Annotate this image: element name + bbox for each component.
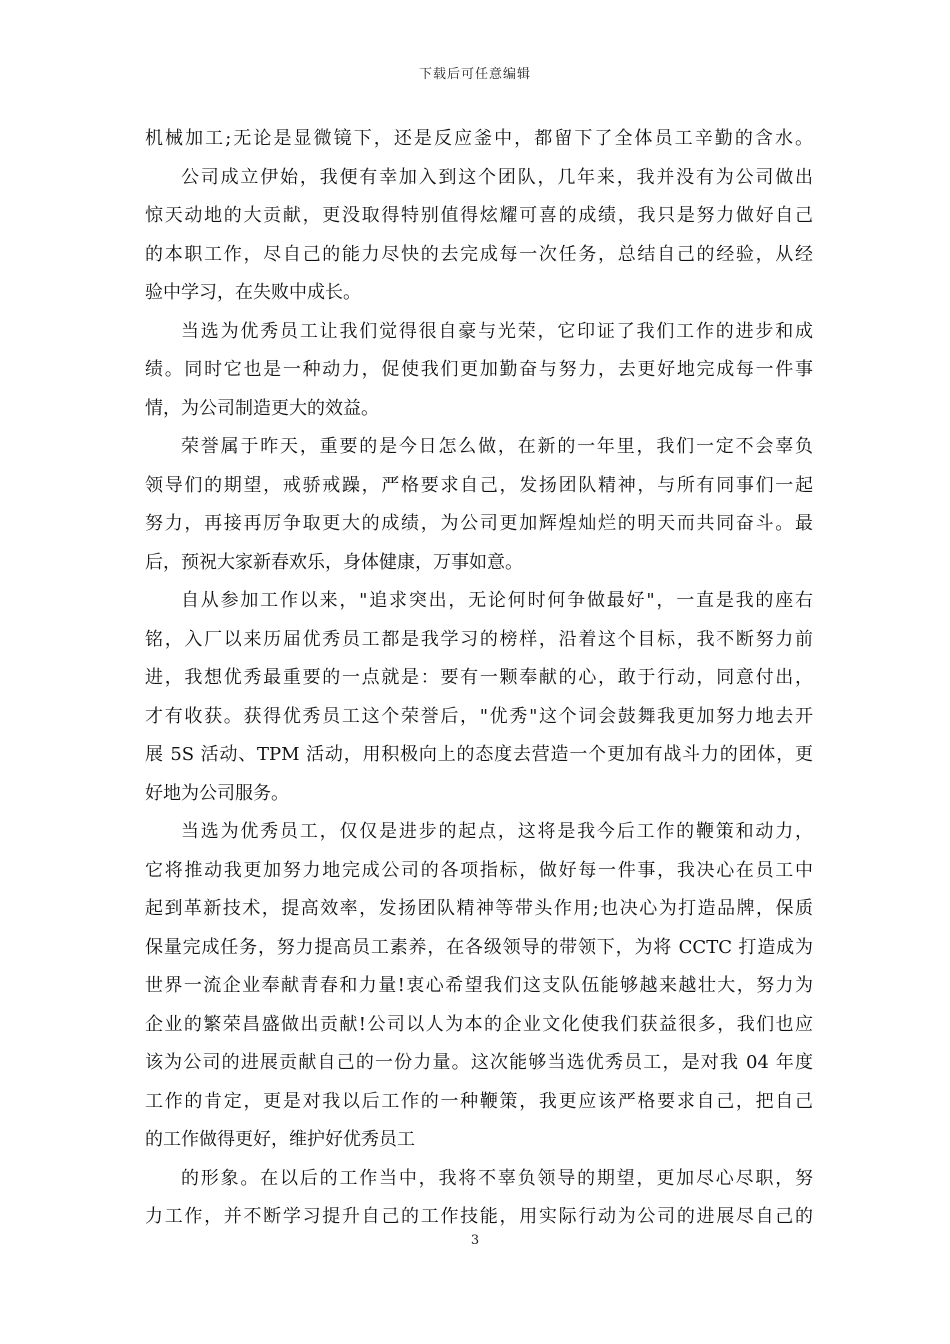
text-line: 的工作做得更好，维护好优秀员工 [145,1129,415,1150]
text-line: 后，预祝大家新春欢乐，身体健康，万事如意。 [145,551,523,573]
text-line: 的形象。在以后的工作当中，我将不辜负领导的期望，更加尽心尽职，努 [181,1167,813,1189]
text-line: 铭，入厂以来历届优秀员工都是我学习的榜样，沿着这个目标，我不断努力前 [145,628,813,650]
page-header: 下载后可任意编辑 [418,67,531,82]
text-line: 的本职工作，尽自己的能力尽快的去完成每一次任务，总结自己的经验，从经 [145,243,813,265]
document-body [145,120,813,1237]
text-line: 荣誉属于昨天，重要的是今日怎么做，在新的一年里，我们一定不会辜负 [181,436,813,457]
text-line: 自从参加工作以来，"追求突出，无论何时何争做最好"，一直是我的座右 [181,590,813,611]
text-line: 企业的繁荣昌盛做出贡献!公司以人为本的企业文化使我们获益很多，我们也应 [145,1013,813,1035]
text-line: 惊天动地的大贡献，更没取得特别值得炫耀可喜的成绩，我只是努力做好自己 [145,205,813,226]
text-line: 它将推动我更加努力地完成公司的各项指标，做好每一件事，我决心在员工中 [145,859,813,881]
text-line: 验中学习，在失败中成长。 [145,282,361,303]
text-line: 当选为优秀员工，仅仅是进步的起点，这将是我今后工作的鞭策和动力， [181,821,813,842]
text-line: 绩。同时它也是一种动力，促使我们更加勤奋与努力，去更好地完成每一件事 [145,359,813,380]
text-line: 才有收获。获得优秀员工这个荣誉后，"优秀"这个词会鼓舞我更加努力地去开 [145,705,813,727]
text-line: 世界一流企业奉献青春和力量!衷心希望我们这支队伍能够越来越壮大，努力为 [145,975,813,996]
text-line: 保量完成任务，努力提高员工素养，在各级领导的带领下，为将 CCTC 打造成为 [145,936,813,958]
text-line: 好地为公司服务。 [145,782,289,804]
text-line: 当选为优秀员工让我们觉得很自豪与光荣，它印证了我们工作的进步和成 [181,320,813,342]
text-line: 机械加工;无论是显微镜下，还是反应釜中，都留下了全体员工辛勤的含水。 [145,128,813,149]
text-line: 领导们的期望，戒骄戒躁，严格要求自己，发扬团队精神，与所有同事们一起 [145,474,813,496]
page-number: 3 [470,1233,480,1248]
text-line: 起到革新技术，提高效率，发扬团队精神等带头作用;也决心为打造品牌，保质 [145,898,813,919]
text-line: 该为公司的进展贡献自己的一份力量。这次能够当选优秀员工，是对我 04 年度 [145,1052,813,1073]
text-line: 工作的肯定，更是对我以后工作的一种鞭策，我更应该严格要求自己，把自己 [145,1090,813,1112]
text-line: 力工作，并不断学习提升自己的工作技能，用实际行动为公司的进展尽自己的 [145,1206,813,1227]
text-line: 展 5S 活动、TPM 活动，用积极向上的态度去营造一个更加有战斗力的团体，更 [145,744,813,765]
text-line: 情，为公司制造更大的效益。 [145,397,379,419]
text-line: 进，我想优秀最重要的一点就是：要有一颗奉献的心，敢于行动，同意付出， [145,667,813,688]
text-line: 公司成立伊始，我便有幸加入到这个团队，几年来，我并没有为公司做出 [181,166,813,188]
text-line: 努力，再接再厉争取更大的成绩，为公司更加辉煌灿烂的明天而共同奋斗。最 [145,513,813,534]
